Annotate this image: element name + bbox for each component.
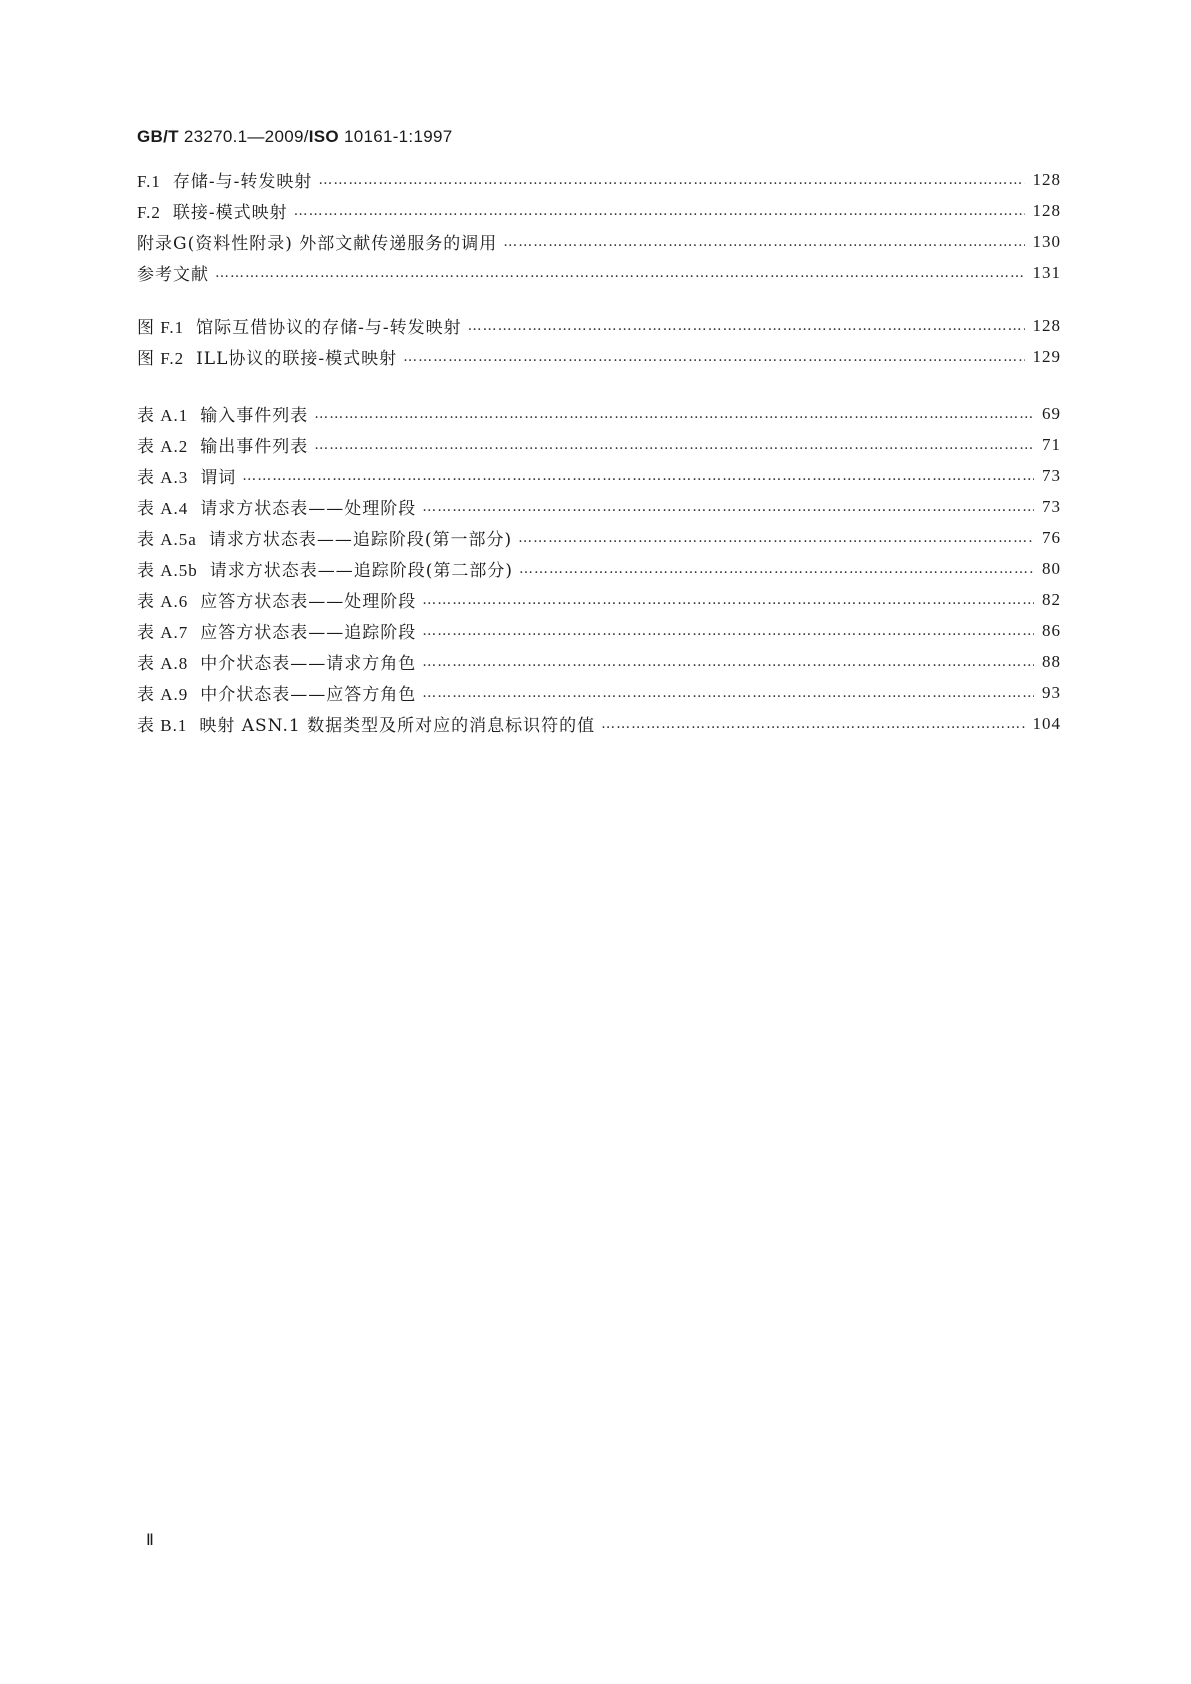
toc-table-row[interactable] bbox=[137, 677, 1061, 708]
toc-table-row[interactable] bbox=[137, 553, 1061, 584]
toc-leader-dots bbox=[422, 654, 1034, 670]
toc-entry-number: 图 F.2 bbox=[137, 349, 185, 368]
toc-entry-page: 104 bbox=[1032, 713, 1061, 733]
toc-entry-page: 82 bbox=[1042, 589, 1061, 609]
toc-entry-label bbox=[137, 494, 422, 519]
standard-code: 23270.1—2009/ bbox=[178, 127, 309, 146]
toc-table-row[interactable] bbox=[137, 522, 1061, 553]
toc-entry-page: 76 bbox=[1042, 527, 1061, 547]
toc-entry-page: 88 bbox=[1042, 651, 1061, 671]
toc-leader-dots bbox=[318, 172, 1024, 188]
toc-entry-title: 中介状态表——应答方角色 bbox=[200, 685, 417, 705]
toc-leader-dots bbox=[468, 318, 1025, 334]
toc-entry-title: 应答方状态表——追踪阶段 bbox=[200, 623, 417, 643]
document-header bbox=[137, 127, 452, 147]
toc-entry-number: 表 A.2 bbox=[137, 437, 189, 456]
toc-entry-label bbox=[137, 198, 294, 223]
toc-table-row[interactable] bbox=[137, 460, 1061, 491]
standard-prefix: GB/T bbox=[137, 127, 179, 146]
toc-leader-dots bbox=[242, 468, 1034, 484]
toc-entry-page: 73 bbox=[1042, 465, 1061, 485]
toc-entry-number: 表 A.3 bbox=[137, 468, 189, 487]
toc-entry-title: 谓词 bbox=[200, 468, 237, 488]
toc-entry-label bbox=[137, 556, 519, 581]
page-number: Ⅱ bbox=[146, 1532, 154, 1549]
toc-entry-number: 表 A.4 bbox=[137, 499, 189, 518]
toc-entry-number: 表 A.5a bbox=[137, 530, 197, 549]
toc-tables bbox=[137, 398, 1061, 739]
toc-entry-label bbox=[137, 260, 215, 285]
toc-entry-page: 128 bbox=[1032, 315, 1061, 335]
toc-entry-label bbox=[137, 525, 518, 550]
toc-entry-page: 73 bbox=[1042, 496, 1061, 516]
toc-entry-label bbox=[137, 401, 314, 426]
toc-leader-dots bbox=[601, 716, 1024, 732]
toc-leader-dots bbox=[403, 349, 1024, 365]
toc-table-row[interactable] bbox=[137, 398, 1061, 429]
toc-entry-label bbox=[137, 618, 422, 643]
toc-entry-label bbox=[137, 432, 314, 457]
toc-entry-label bbox=[137, 711, 601, 736]
toc-entry-label bbox=[137, 587, 422, 612]
toc-entry-number: 表 A.5b bbox=[137, 561, 198, 580]
toc-section-row[interactable] bbox=[137, 226, 1061, 257]
toc-entry-page: 128 bbox=[1032, 169, 1061, 189]
toc-entry-label bbox=[137, 680, 422, 705]
toc-entry-page: 130 bbox=[1032, 231, 1061, 251]
toc-entry-label bbox=[137, 649, 422, 674]
toc-entry-title: 输入事件列表 bbox=[200, 406, 309, 426]
toc-entry-page: 128 bbox=[1032, 200, 1061, 220]
toc-entry-number: 表 A.8 bbox=[137, 654, 189, 673]
toc-table-row[interactable] bbox=[137, 491, 1061, 522]
toc-entry-label bbox=[137, 344, 403, 369]
toc-leader-dots bbox=[422, 623, 1034, 639]
toc-entry-title: 参考文献 bbox=[137, 265, 209, 285]
toc-entry-number: F.1 bbox=[137, 172, 161, 191]
toc-entry-title: 附录G(资料性附录) 外部文献传递服务的调用 bbox=[137, 234, 498, 254]
iso-code: 10161-1:1997 bbox=[338, 127, 453, 146]
toc-leader-dots bbox=[294, 203, 1025, 219]
toc-entry-page: 71 bbox=[1042, 434, 1061, 454]
toc-table-row[interactable] bbox=[137, 708, 1061, 739]
toc-entry-title: 中介状态表——请求方角色 bbox=[200, 654, 417, 674]
toc-entry-number: 表 B.1 bbox=[137, 716, 188, 735]
toc-entry-page: 93 bbox=[1042, 682, 1061, 702]
toc-section-row[interactable] bbox=[137, 164, 1061, 195]
toc-entry-title: 输出事件列表 bbox=[200, 437, 309, 457]
toc-leader-dots bbox=[215, 265, 1025, 281]
toc-leader-dots bbox=[519, 561, 1034, 577]
toc-table-row[interactable] bbox=[137, 646, 1061, 677]
toc-entry-title: 请求方状态表——处理阶段 bbox=[200, 499, 417, 519]
toc-entry-label bbox=[137, 229, 503, 254]
toc-entry-number: 表 A.6 bbox=[137, 592, 189, 611]
toc-entry-number: F.2 bbox=[137, 203, 161, 222]
toc-entry-title: ILL协议的联接-模式映射 bbox=[196, 349, 398, 369]
toc-entry-number: 表 A.9 bbox=[137, 685, 189, 704]
toc-leader-dots bbox=[503, 234, 1024, 250]
toc-entry-title: 请求方状态表——追踪阶段(第二部分) bbox=[209, 561, 514, 581]
toc-entry-title: 馆际互借协议的存储-与-转发映射 bbox=[196, 318, 462, 338]
toc-entry-label bbox=[137, 167, 318, 192]
toc-figure-row[interactable] bbox=[137, 341, 1061, 372]
toc-entry-page: 129 bbox=[1032, 346, 1061, 366]
toc-leader-dots bbox=[422, 592, 1034, 608]
toc-entry-title: 请求方状态表——追踪阶段(第一部分) bbox=[208, 530, 513, 550]
toc-entry-page: 131 bbox=[1032, 262, 1061, 282]
toc-leader-dots bbox=[422, 685, 1034, 701]
toc-table-row[interactable] bbox=[137, 429, 1061, 460]
toc-leader-dots bbox=[314, 437, 1034, 453]
toc-entry-label bbox=[137, 463, 242, 488]
toc-leader-dots bbox=[422, 499, 1034, 515]
toc-figures bbox=[137, 310, 1061, 372]
toc-leader-dots bbox=[518, 530, 1034, 546]
iso-prefix: ISO bbox=[308, 127, 339, 146]
toc-entry-title: 联接-模式映射 bbox=[172, 203, 288, 223]
toc-leader-dots bbox=[314, 406, 1034, 422]
toc-entry-title: 映射 ASN.1 数据类型及所对应的消息标识符的值 bbox=[199, 716, 596, 736]
toc-entry-page: 80 bbox=[1042, 558, 1061, 578]
toc-entry-number: 图 F.1 bbox=[137, 318, 185, 337]
toc-sections bbox=[137, 164, 1061, 288]
toc-figure-row[interactable] bbox=[137, 310, 1061, 341]
toc-entry-page: 69 bbox=[1042, 403, 1061, 423]
toc-entry-label bbox=[137, 313, 468, 338]
toc-section-row[interactable] bbox=[137, 195, 1061, 226]
toc-entry-title: 应答方状态表——处理阶段 bbox=[200, 592, 417, 612]
toc-entry-title: 存储-与-转发映射 bbox=[172, 172, 313, 192]
toc-entry-page: 86 bbox=[1042, 620, 1061, 640]
toc-table-row[interactable] bbox=[137, 584, 1061, 615]
toc-section-row[interactable] bbox=[137, 257, 1061, 288]
toc-table-row[interactable] bbox=[137, 615, 1061, 646]
toc-entry-number: 表 A.1 bbox=[137, 406, 189, 425]
toc-entry-number: 表 A.7 bbox=[137, 623, 189, 642]
